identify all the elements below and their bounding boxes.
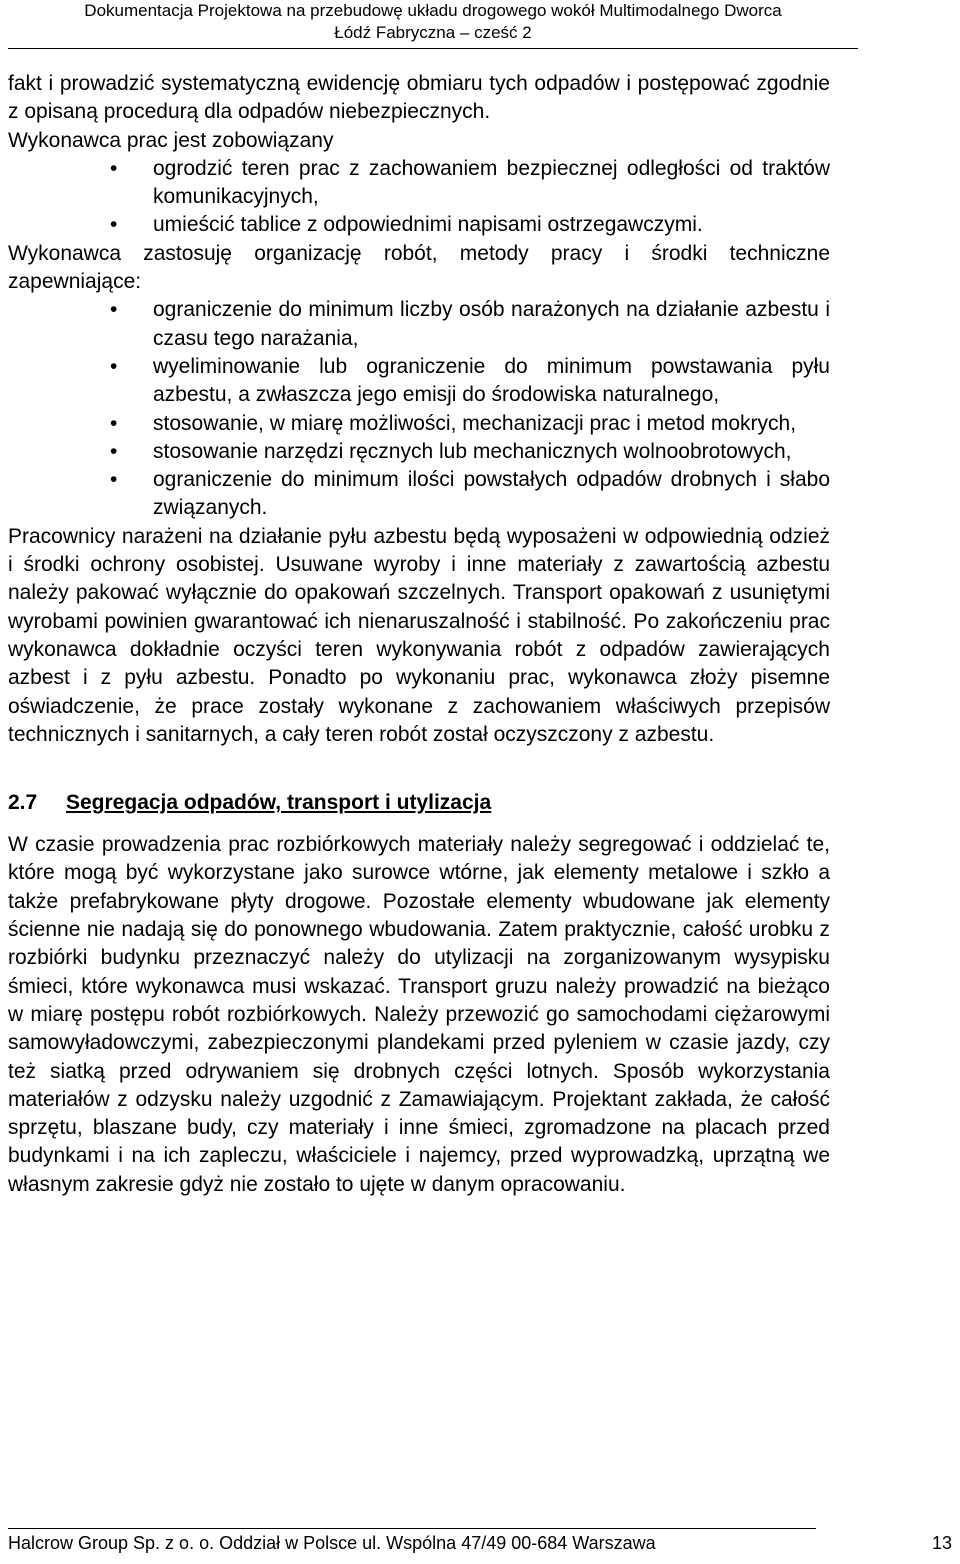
- list-item: [8, 155, 830, 212]
- header-title-line-2: Łódź Fabryczna – cześć 2: [334, 23, 532, 42]
- paragraph-methods: Wykonawca zastosuję organizację robót, metody pracy i środki techniczne zapewniające:: [8, 241, 830, 294]
- footer-address: Halcrow Group Sp. z o. o. Oddział w Polsce ul. Wspólna 47/49 00-684 Warszawa: [8, 1533, 656, 1553]
- methods-list: [8, 296, 830, 522]
- list-item-text: ograniczenie do minimum ilości powstałych odpadów drobnych i słabo związanych.: [153, 468, 830, 520]
- bullet-icon: •: [110, 411, 118, 435]
- list-item: [8, 211, 830, 239]
- list-item-text: umieścić tablice z odpowiednimi napisami ostrzegawczymi.: [153, 213, 703, 237]
- list-item: [8, 296, 830, 353]
- paragraph-workers-protection: Pracownicy narażeni na działanie pyłu azbestu będą wyposażeni w odpowiednią odzież i środki ochrony osobistej. Usuwane wyroby i inne materiały z zawartością azbestu należy pakować wyłącznie do opakowań szczelnych. Transport opakowań z usuniętymi wyrobami powinien gwarantować ich nienaruszalność i stabilność. Po zakończeniu prac wykonawca dokładnie oczyści teren wykonywania robót z odpadów zawierających azbest i z pyłu azbestu. Ponadto po wykonaniu prac, wykonawca złoży pisemne oświadczenie, że prace zostały wykonane z zachowaniem właściwych przepisów technicznych i sanitarnych, a cały teren robót został oczyszczony z azbestu.: [8, 524, 830, 746]
- paragraph-intro: fakt i prowadzić systematyczną ewidencję obmiaru tych odpadów i postępować zgodnie z opisaną procedurą dla odpadów niebezpiecznych.: [8, 72, 830, 124]
- page-content: [8, 70, 830, 1199]
- paragraph-segregation: W czasie prowadzenia prac rozbiórkowych materiały należy segregować i oddzielać te, które mogą być wykorzystane jako surowce wtórne, jak elementy metalowe i szkło a także prefabrykowane płyty drogowe. Pozostałe elementy wbudowane jak elementy ścienne nie nadają się do ponownego wbudowania. Zatem praktycznie, całość urobku z rozbiórki budynku przeznaczyć należy do utylizacji na zorganizowanym wysypisku śmieci, które wykonawca musi wskazać. Transport gruzu należy prowadzić na bieżąco w miarę postępu robót rozbiórkowych. Należy przewozić go samochodami ciężarowymi samowyładowczymi, zabezpieczonymi plandekami przed pyleniem w czasie jazdy, czy też siatką przed odrywaniem się drobnych części lotnych. Sposób wykorzystania materiałów z odzysku należy uzgodnić z Zamawiającym. Projektant zakłada, że całość sprzętu, blaszane budy, czy materiały i inne śmieci, zgromadzone na placach przed budynkami i na ich zapleczu, właściciele i najemcy, przed wyprowadzką, uprzątną we własnym zakresie gdyż nie zostało to ujęte w danym opracowaniu.: [8, 833, 830, 1196]
- header-title-line-1: Dokumentacja Projektowa na przebudowę układu drogowego wokół Multimodalnego Dworca: [84, 1, 782, 20]
- list-item-text: ogrodzić teren prac z zachowaniem bezpiecznej odległości od traktów komunikacyjnych,: [153, 156, 830, 209]
- list-item-text: wyeliminowanie lub ograniczenie do minimum powstawania pyłu azbestu, a zwłaszcza jego emisji do środowiska naturalnego,: [153, 354, 830, 407]
- list-item: [8, 410, 830, 438]
- paragraph-contractor-obliged: Wykonawca prac jest zobowiązany: [8, 128, 334, 152]
- section-number: 2.7: [8, 791, 38, 815]
- list-item: [8, 353, 830, 410]
- section-heading: [8, 789, 830, 817]
- page-header: [8, 0, 858, 49]
- bullet-icon: •: [110, 298, 118, 322]
- bullet-icon: •: [110, 213, 118, 237]
- page-number: 13: [931, 1533, 952, 1553]
- bullet-icon: •: [110, 468, 118, 492]
- section-title: Segregacja odpadów, transport i utylizacja: [66, 791, 492, 815]
- bullet-icon: •: [110, 354, 118, 378]
- page-footer: [8, 1528, 952, 1558]
- list-item-text: ograniczenie do minimum liczby osób narażonych na działanie azbestu i czasu tego narażania,: [153, 298, 830, 350]
- list-item: [8, 466, 830, 523]
- list-item-text: stosowanie, w miarę możliwości, mechanizacji prac i metod mokrych,: [153, 411, 797, 435]
- bullet-icon: •: [110, 156, 118, 180]
- list-item: [8, 438, 830, 466]
- list-item-text: stosowanie narzędzi ręcznych lub mechanicznych wolnoobrotowych,: [153, 439, 792, 463]
- obligations-list: [8, 155, 830, 240]
- bullet-icon: •: [110, 439, 118, 463]
